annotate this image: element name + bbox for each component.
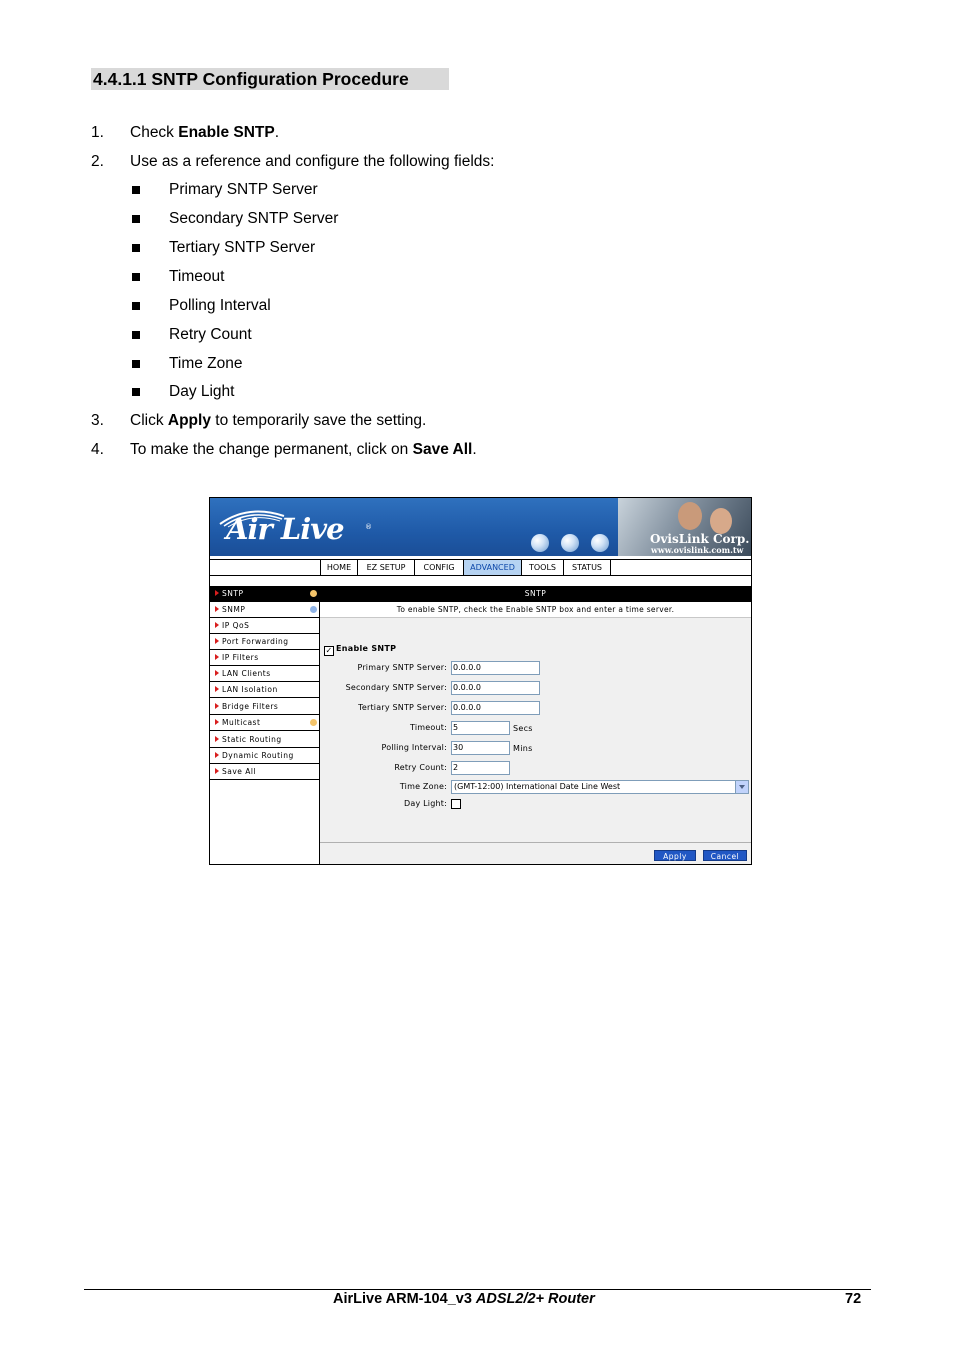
enable-sntp-row: ✓ Enable SNTP: [325, 644, 397, 655]
retry-count-input[interactable]: 2: [451, 761, 510, 775]
orange-dot-icon: [310, 590, 317, 597]
primary-server-label: Primary SNTP Server:: [357, 663, 447, 672]
panel-title: SNTP: [320, 586, 751, 602]
sntp-panel: [320, 586, 751, 864]
time-zone-select[interactable]: (GMT-12:00) International Date Line West: [451, 780, 749, 794]
tab-status[interactable]: STATUS: [564, 560, 611, 575]
polling-interval-unit: Mins: [513, 744, 533, 753]
sidebar-item-dynamic-routing[interactable]: Dynamic Routing: [210, 748, 319, 764]
sidebar-item-port-forwarding[interactable]: Port Forwarding: [210, 634, 319, 650]
time-zone-label: Time Zone:: [399, 782, 447, 791]
timeout-label: Timeout:: [410, 723, 447, 732]
polling-interval-label: Polling Interval:: [381, 743, 447, 752]
blue-dot-icon: [310, 606, 317, 613]
sidebar-item-lan-clients[interactable]: LAN Clients: [210, 666, 319, 682]
top-nav: [210, 559, 751, 576]
sidebar-item-sntp[interactable]: SNTP: [210, 586, 319, 602]
sidebar-item-bridge-filters[interactable]: Bridge Filters: [210, 699, 319, 715]
polling-interval-input[interactable]: 30: [451, 741, 510, 755]
tab-advanced[interactable]: ADVANCED: [464, 560, 522, 575]
sidebar-item-save-all[interactable]: Save All: [210, 764, 319, 780]
tab-tools[interactable]: TOOLS: [522, 560, 564, 575]
globe-icon: [591, 534, 609, 552]
secondary-server-label: Secondary SNTP Server:: [345, 683, 447, 692]
timeout-unit: Secs: [513, 724, 533, 733]
company-url: www.ovislink.com.tw: [651, 545, 744, 555]
footer-title: AirLive ARM-104_v3 ADSL2/2+ Router: [333, 1291, 595, 1307]
tertiary-server-input[interactable]: 0.0.0.0: [451, 701, 540, 715]
globe-icon: [531, 534, 549, 552]
chevron-down-icon[interactable]: [735, 781, 748, 793]
tab-home[interactable]: HOME: [320, 560, 358, 575]
tertiary-server-label: Tertiary SNTP Server:: [358, 703, 447, 712]
button-bar: [320, 842, 751, 865]
cancel-button[interactable]: Cancel: [703, 850, 747, 861]
apply-button[interactable]: Apply: [654, 850, 696, 861]
retry-count-label: Retry Count:: [394, 763, 447, 772]
sidebar: [210, 586, 320, 864]
enable-sntp-checkbox[interactable]: ✓: [325, 646, 333, 655]
registered-mark: ®: [365, 523, 372, 531]
sidebar-item-snmp[interactable]: SNMP: [210, 602, 319, 618]
orange-dot-icon: [310, 719, 317, 726]
tab-ez-setup[interactable]: EZ SETUP: [358, 560, 415, 575]
day-light-label: Day Light:: [404, 799, 447, 808]
tab-config[interactable]: CONFIG: [415, 560, 464, 575]
sidebar-item-ip-filters[interactable]: IP Filters: [210, 650, 319, 666]
router-screenshot: [209, 497, 752, 865]
page-number: 72: [845, 1291, 862, 1307]
panel-description: To enable SNTP, check the Enable SNTP box and enter a time server.: [320, 602, 751, 618]
sidebar-item-static-routing[interactable]: Static Routing: [210, 732, 319, 748]
timeout-input[interactable]: 5: [451, 721, 510, 735]
airlive-logo: Air Live: [226, 512, 344, 546]
sidebar-item-lan-isolation[interactable]: LAN Isolation: [210, 682, 319, 698]
banner: [210, 498, 751, 556]
section-heading: 4.4.1.1 SNTP Configuration Procedure: [91, 68, 449, 90]
sidebar-item-multicast[interactable]: Multicast: [210, 715, 319, 731]
sidebar-item-ip-qos[interactable]: IP QoS: [210, 618, 319, 634]
primary-server-input[interactable]: 0.0.0.0: [451, 661, 540, 675]
company-name: OvisLink Corp.: [650, 532, 750, 546]
day-light-checkbox[interactable]: [451, 799, 461, 809]
secondary-server-input[interactable]: 0.0.0.0: [451, 681, 540, 695]
globe-icon: [561, 534, 579, 552]
